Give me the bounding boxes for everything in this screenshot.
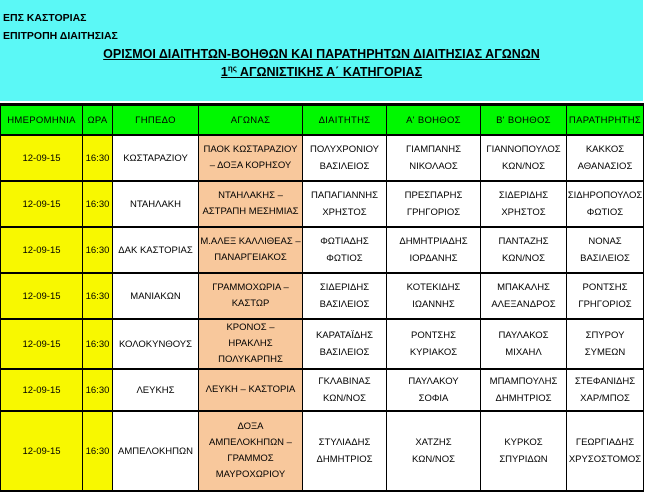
cell-date: 12-09-15 [1,227,83,273]
cell-date: 12-09-15 [1,273,83,319]
cell-assistant2 [481,411,567,491]
cell-referee [303,227,387,273]
cell-referee [303,319,387,369]
table-row [1,369,644,411]
cell-time: 16:30 [83,135,113,181]
assistant1-line: ΝΙΚΟΛΑΟΣ [409,161,458,172]
assistant1-line: ΙΩΑΝΝΗΣ [412,299,455,310]
referee-line: ΣΙΔΕΡΙΔΗΣ [319,282,370,293]
cell-assistant1 [387,411,481,491]
cell-observer [567,319,644,369]
cell-observer [567,273,644,319]
table-row [1,319,644,369]
cell-assistant2 [481,181,567,227]
cell-time: 16:30 [83,411,113,491]
document-header [0,0,643,101]
referee-line: ΠΑΠΑΓΙΑΝΝΗΣ [310,190,379,201]
header-row [1,105,644,136]
assistant1-line: ΓΙΑΜΠΑΝΗΣ [406,144,461,155]
cell-time: 16:30 [83,273,113,319]
cell-date: 12-09-15 [1,181,83,227]
match-line: ΔΟΞΑ [237,421,264,432]
assignments-table [0,103,644,492]
cell-assistant1 [387,273,481,319]
assistant2-line: ΣΠΥΡΙΔΩΝ [499,454,548,465]
observer-line: ΝΟΝΑΣ [588,236,622,247]
cell-referee [303,369,387,411]
cell-observer [567,369,644,411]
assistant2-line: ΔΗΜΗΤΡΙΟΣ [495,393,552,404]
match-line: ΚΑΣΤΩΡ [231,298,270,309]
assistant1-line: ΚΩΝ/ΝΟΣ [411,454,456,465]
cell-assistant2 [481,369,567,411]
observer-line: ΣΤΕΦΑΝΙΔΗΣ [574,376,636,387]
referee-line: ΚΩΝ/ΝΟΣ [322,393,367,404]
table-row [1,135,644,181]
committee-name: ΕΠΙΤΡΟΠΗ ΔΙΑΙΤΗΣΙΑΣ [3,30,118,42]
referee-line: ΦΩΤΙΑΔΗΣ [320,236,369,247]
match-line: ΝΤΑΗΛΑΚΗΣ – [218,190,283,201]
cell-assistant1 [387,319,481,369]
col-header-venue: ΓΗΠΕΔΟ [113,105,199,136]
referee-line: ΒΑΣΙΛΕΙΟΣ [319,347,370,358]
observer-line: ΧΡΥΣΟΣΤΟΜΟΣ [568,454,642,465]
match-line: ΑΜΠΕΛΟΚΗΠΩΝ – [209,437,292,448]
referee-line: ΠΟΛΥΧΡΟΝΙΟΥ [309,144,380,155]
assistant1-line: ΣΟΦΙΑ [418,393,449,404]
table-row [1,227,644,273]
match-line: ΠΑΟΚ ΚΩΣΤΑΡΑΖΙΟΥ [203,144,298,155]
cell-date: 12-09-15 [1,319,83,369]
cell-match [199,181,303,227]
cell-time: 16:30 [83,227,113,273]
assistant2-line: ΚΩΝ/ΝΟΣ [501,253,546,264]
col-header-assistant2: Β' ΒΟΗΘΟΣ [481,105,567,136]
cell-date: 12-09-15 [1,369,83,411]
match-line: ΓΡΑΜΜΟΣ [227,453,274,464]
match-line: ΑΣΤΡΑΠΗ ΜΕΣΗΜΙΑΣ [202,206,299,217]
observer-line: ΒΑΣΙΛΕΙΟΣ [580,253,630,264]
cell-venue: ΚΩΣΤΑΡΑΖΙΟΥ [113,135,199,181]
cell-match [199,369,303,411]
cell-match [199,273,303,319]
document-title: ΟΡΙΣΜΟΙ ΔΙΑΙΤΗΤΩΝ-ΒΟΗΘΩΝ ΚΑΙ ΠΑΡΑΤΗΡΗΤΩΝ ΔΙΑΙΤΗΣΙΑΣ ΑΓΩΝΩΝ [103,47,540,61]
observer-line: ΡΟΝΤΣΗΣ [582,282,628,293]
cell-date: 12-09-15 [1,411,83,491]
cell-observer [567,181,644,227]
cell-assistant1 [387,227,481,273]
assistant1-line: ΡΟΝΤΣΗΣ [411,330,456,341]
observer-line: ΣΠΥΡΟΥ [585,330,625,341]
cell-time: 16:30 [83,319,113,369]
cell-observer [567,411,644,491]
match-line: ΚΡΟΝΟΣ – [226,322,275,333]
referee-line: ΧΡΗΣΤΟΣ [322,207,367,218]
cell-referee [303,181,387,227]
observer-line: ΦΩΤΙΟΣ [586,207,624,218]
observer-line: ΣΥΜΕΩΝ [584,347,626,358]
cell-assistant2 [481,273,567,319]
observer-line: ΑΘΑΝΑΣΙΟΣ [577,161,633,172]
assistant1-line: ΚΥΡΙΑΚΟΣ [409,347,458,358]
match-line: – ΔΟΞΑ ΚΟΡΗΣΟΥ [209,160,292,171]
assistant2-line: ΧΡΗΣΤΟΣ [501,207,546,218]
col-header-match: ΑΓΩΝΑΣ [199,105,303,136]
match-line: ΠΟΛΥΚΑΡΠΗΣ [218,354,283,365]
cell-time: 16:30 [83,369,113,411]
match-line: ΗΡΑΚΛΗΣ [228,338,273,349]
assistant1-line: ΧΑΤΖΗΣ [415,437,452,448]
cell-match [199,319,303,369]
referee-line: ΚΑΡΑΤΑΪΔΗΣ [315,330,374,341]
table-row [1,181,644,227]
assistant2-line: ΚΩΝ/ΝΟΣ [501,161,546,172]
assistant2-line: ΠΑΥΛΑΚΟΣ [498,330,549,341]
assistant2-line: ΜΠΑΜΠΟΥΛΗΣ [489,376,558,387]
cell-match [199,411,303,491]
cell-observer [567,227,644,273]
assistant1-line: ΓΡΗΓΟΡΙΟΣ [406,207,461,218]
document-subtitle [0,64,643,79]
cell-assistant2 [481,319,567,369]
cell-date: 12-09-15 [1,135,83,181]
subtitle-text: ΑΓΩΝΙΣΤΙΚΗΣ Α΄ ΚΑΤΗΓΟΡΙΑΣ [236,65,423,80]
cell-venue: ΑΜΠΕΛΟΚΗΠΩΝ [113,411,199,491]
match-line: ΠΑΝΑΡΓΕΙΑΚΟΣ [214,252,287,263]
organization-name: ΕΠΣ ΚΑΣΤΟΡΙΑΣ [3,12,87,24]
table-row [1,411,644,491]
cell-venue: ΚΟΛΟΚΥΝΘΟΥΣ [113,319,199,369]
referee-line: ΒΑΣΙΛΕΙΟΣ [319,299,370,310]
assistant1-line: ΙΟΡΔΑΝΗΣ [409,253,458,264]
cell-venue: ΛΕΥΚΗΣ [113,369,199,411]
assistant1-line: ΠΡΕΣΠΑΡΗΣ [404,190,463,201]
cell-assistant1 [387,135,481,181]
assistant1-line: ΚΟΤΕΚΙΔΗΣ [406,282,461,293]
cell-referee [303,411,387,491]
col-header-referee: ΔΙΑΙΤΗΤΗΣ [303,105,387,136]
referee-line: ΣΤΥΛΙΑΔΗΣ [318,437,371,448]
assistant2-line: ΓΙΑΝΝΟΠΟΥΛΟΣ [486,144,561,155]
cell-referee [303,273,387,319]
col-header-assistant1: Α' ΒΟΗΘΟΣ [387,105,481,136]
cell-assistant2 [481,227,567,273]
match-line: ΓΡΑΜΜΟΧΩΡΙΑ – [212,282,289,293]
col-header-observer: ΠΑΡΑΤΗΡΗΤΗΣ [567,105,644,136]
assistant2-line: ΜΠΑΚΑΛΗΣ [497,282,550,293]
cell-match [199,227,303,273]
observer-line: ΓΕΩΡΓΙΑΔΗΣ [575,437,635,448]
col-header-date: ΗΜΕΡΟΜΗΝΙΑ [1,105,83,136]
observer-line: ΓΡΗΓΟΡΙΟΣ [578,299,632,310]
observer-line: ΧΑΡ/ΜΠΟΣ [580,393,630,404]
cell-venue: ΝΤΑΗΛΑΚΗ [113,181,199,227]
cell-venue: ΔΑΚ ΚΑΣΤΟΡΙΑΣ [113,227,199,273]
observer-line: ΚΑΚΚΟΣ [585,144,625,155]
assistant2-line: ΜΙΧΑΗΛ [505,347,542,358]
table-row [1,273,644,319]
referee-line: ΒΑΣΙΛΕΙΟΣ [319,161,370,172]
cell-assistant2 [481,135,567,181]
assistant2-line: ΣΙΔΕΡΙΔΗΣ [498,190,549,201]
match-line: ΛΕΥΚΗ – ΚΑΣΤΟΡΙΑ [205,384,296,395]
assistant2-line: ΑΛΕΞΑΝΔΡΟΣ [491,299,556,310]
assistant1-line: ΠΑΥΛΑΚΟΥ [408,376,459,387]
referee-line: ΦΩΤΙΟΣ [326,253,363,264]
match-line: ΜΑΥΡΟΧΩΡΙΟΥ [215,469,286,480]
col-header-time: ΩΡΑ [83,105,113,136]
cell-referee [303,135,387,181]
cell-assistant1 [387,181,481,227]
cell-time: 16:30 [83,181,113,227]
assistant2-line: ΠΑΝΤΑΖΗΣ [498,236,549,247]
assistant2-line: ΚΥΡΚΟΣ [504,437,543,448]
cell-venue: ΜΑΝΙΑΚΩΝ [113,273,199,319]
round-suffix: ης [227,64,237,73]
cell-match [199,135,303,181]
round-number: 1 [220,65,228,80]
observer-line: ΣΙΔΗΡΟΠΟΥΛΟΣ [567,190,643,201]
assistant1-line: ΔΗΜΗΤΡΙΑΔΗΣ [399,236,468,247]
referee-line: ΔΗΜΗΤΡΙΟΣ [316,454,373,465]
referee-line: ΓΚΛΑΒΙΝΑΣ [318,376,371,387]
match-line: Μ.ΑΛΕΞ ΚΑΛΛΙΘΕΑΣ – [200,236,301,247]
cell-assistant1 [387,369,481,411]
cell-observer [567,135,644,181]
